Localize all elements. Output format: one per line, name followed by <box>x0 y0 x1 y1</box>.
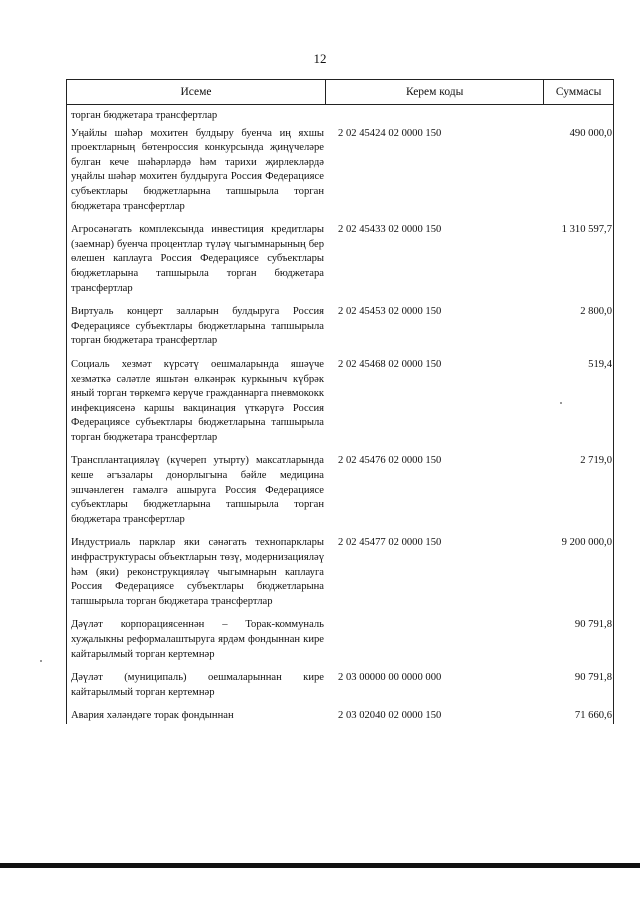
row-sum: 1 310 597,7 <box>561 224 612 236</box>
table-row <box>67 305 613 349</box>
row-name: Трансплантацияләү (күчереп утырту) максатларында кеше әгъзалары донорлыгына бәйле медицина эшчәнлеген гамәлгә ашыруга Россия Федерациясе субъектлары бюджетларына тапшырыла торган бюджетара трансфертлар <box>71 455 324 525</box>
row-code: 2 03 00000 00 0000 000 <box>338 672 442 684</box>
scan-edge-bar <box>0 863 640 868</box>
row-code: 2 02 45468 02 0000 150 <box>338 358 442 370</box>
row-sum: 90 791,8 <box>574 672 612 684</box>
table-row <box>67 454 613 527</box>
row-name: Виртуаль концерт залларын булдыруга Россия Федерациясе субъектлары бюджетларына тапшырыла торган бюджетара трансфертлар <box>71 306 324 347</box>
scan-speck <box>40 660 42 662</box>
row-sum: 2 719,0 <box>580 455 612 467</box>
row-sum: 490 000,0 <box>569 127 612 139</box>
row-name: Агросәнәгать комплексында инвестиция кредитлары (заемнар) буенча процентлар түләү чыгымнарының бер өлешен каплауга Россия Федерациясе субъектлары бюджетларына тапшырыла торган бюджетара трансфертлар <box>71 224 324 294</box>
row-sum <box>498 109 612 124</box>
row-code: 2 02 45433 02 0000 150 <box>338 224 442 236</box>
row-code: 2 02 45424 02 0000 150 <box>338 127 442 139</box>
row-name: Дәүләт корпорациясеннән – Торак-коммуналь хуҗалыкны реформалаштыруга ярдәм фондыннан кире кайтарылмый торган кертемнәр <box>71 619 324 660</box>
table-row <box>67 671 613 700</box>
table-row <box>67 536 613 609</box>
header-name: Исеме <box>67 80 326 104</box>
table-row <box>67 127 613 215</box>
row-sum: 9 200 000,0 <box>561 537 612 549</box>
row-code: 2 02 45476 02 0000 150 <box>338 455 442 467</box>
budget-table <box>66 79 614 724</box>
scan-speck <box>560 402 562 404</box>
header-code: Керем коды <box>326 80 544 104</box>
table-row <box>67 358 613 446</box>
row-sum: 2 800,0 <box>580 306 612 318</box>
row-code <box>326 618 498 662</box>
row-code: 2 02 45477 02 0000 150 <box>338 537 442 549</box>
row-name: Социаль хезмәт күрсәтү оешмаларында яшәүче хезмәткә сәләтле яшьтән өлкәнрәк куркыныч күбрәк яный торган төркемгә керүче гражданнарга пневмококк инфекциясенә каршы вакцинация үткәрүгә Россия Федерациясе субъектлары бюджетларына тапшырыла торган бюджетара трансфертлар <box>71 358 324 443</box>
row-name: Уңайлы шәһәр мохитен булдыру буенча иң яхшы проектларның бөтенроссия конкурсында җиңүчеләре булган кече шәһәрләрдә һәм тарихи җирлекләрдә уңайлы шәһәр мохитен булдыруга Россия Федерациясе субъектлары бюджетларына тапшырыла торган бюджетара трансфертлар <box>71 127 324 212</box>
table-row <box>67 709 613 724</box>
header-sum: Суммасы <box>555 85 602 98</box>
table-row <box>67 618 613 662</box>
row-name: торган бюджетара трансфертлар <box>71 110 218 121</box>
row-code: 2 03 02040 02 0000 150 <box>338 710 442 722</box>
page-number: 12 <box>313 51 327 66</box>
row-code <box>326 109 498 124</box>
row-sum: 90 791,8 <box>574 619 612 631</box>
row-name: Авария хәләндәге торак фондыннан <box>71 710 234 722</box>
row-name: Дәүләт (муниципаль) оешмаларыннан кире кайтарылмый торган кертемнәр <box>71 672 324 698</box>
table-row <box>67 223 613 296</box>
row-sum: 71 660,6 <box>574 710 612 722</box>
table-header <box>67 80 613 105</box>
row-name: Индустриаль парклар яки сәнәгать технопарклары инфраструктурасы объектларын төзү, модернизацияләү һәм (яки) реконструкцияләү чыгымнарын каплауга Россия Федерациясе субъектлары бюджетларына тапшырыла торган бюджетара трансфертлар <box>71 537 324 607</box>
row-sum: 519,4 <box>588 358 612 370</box>
row-code: 2 02 45453 02 0000 150 <box>338 306 442 318</box>
table-row <box>67 109 613 124</box>
